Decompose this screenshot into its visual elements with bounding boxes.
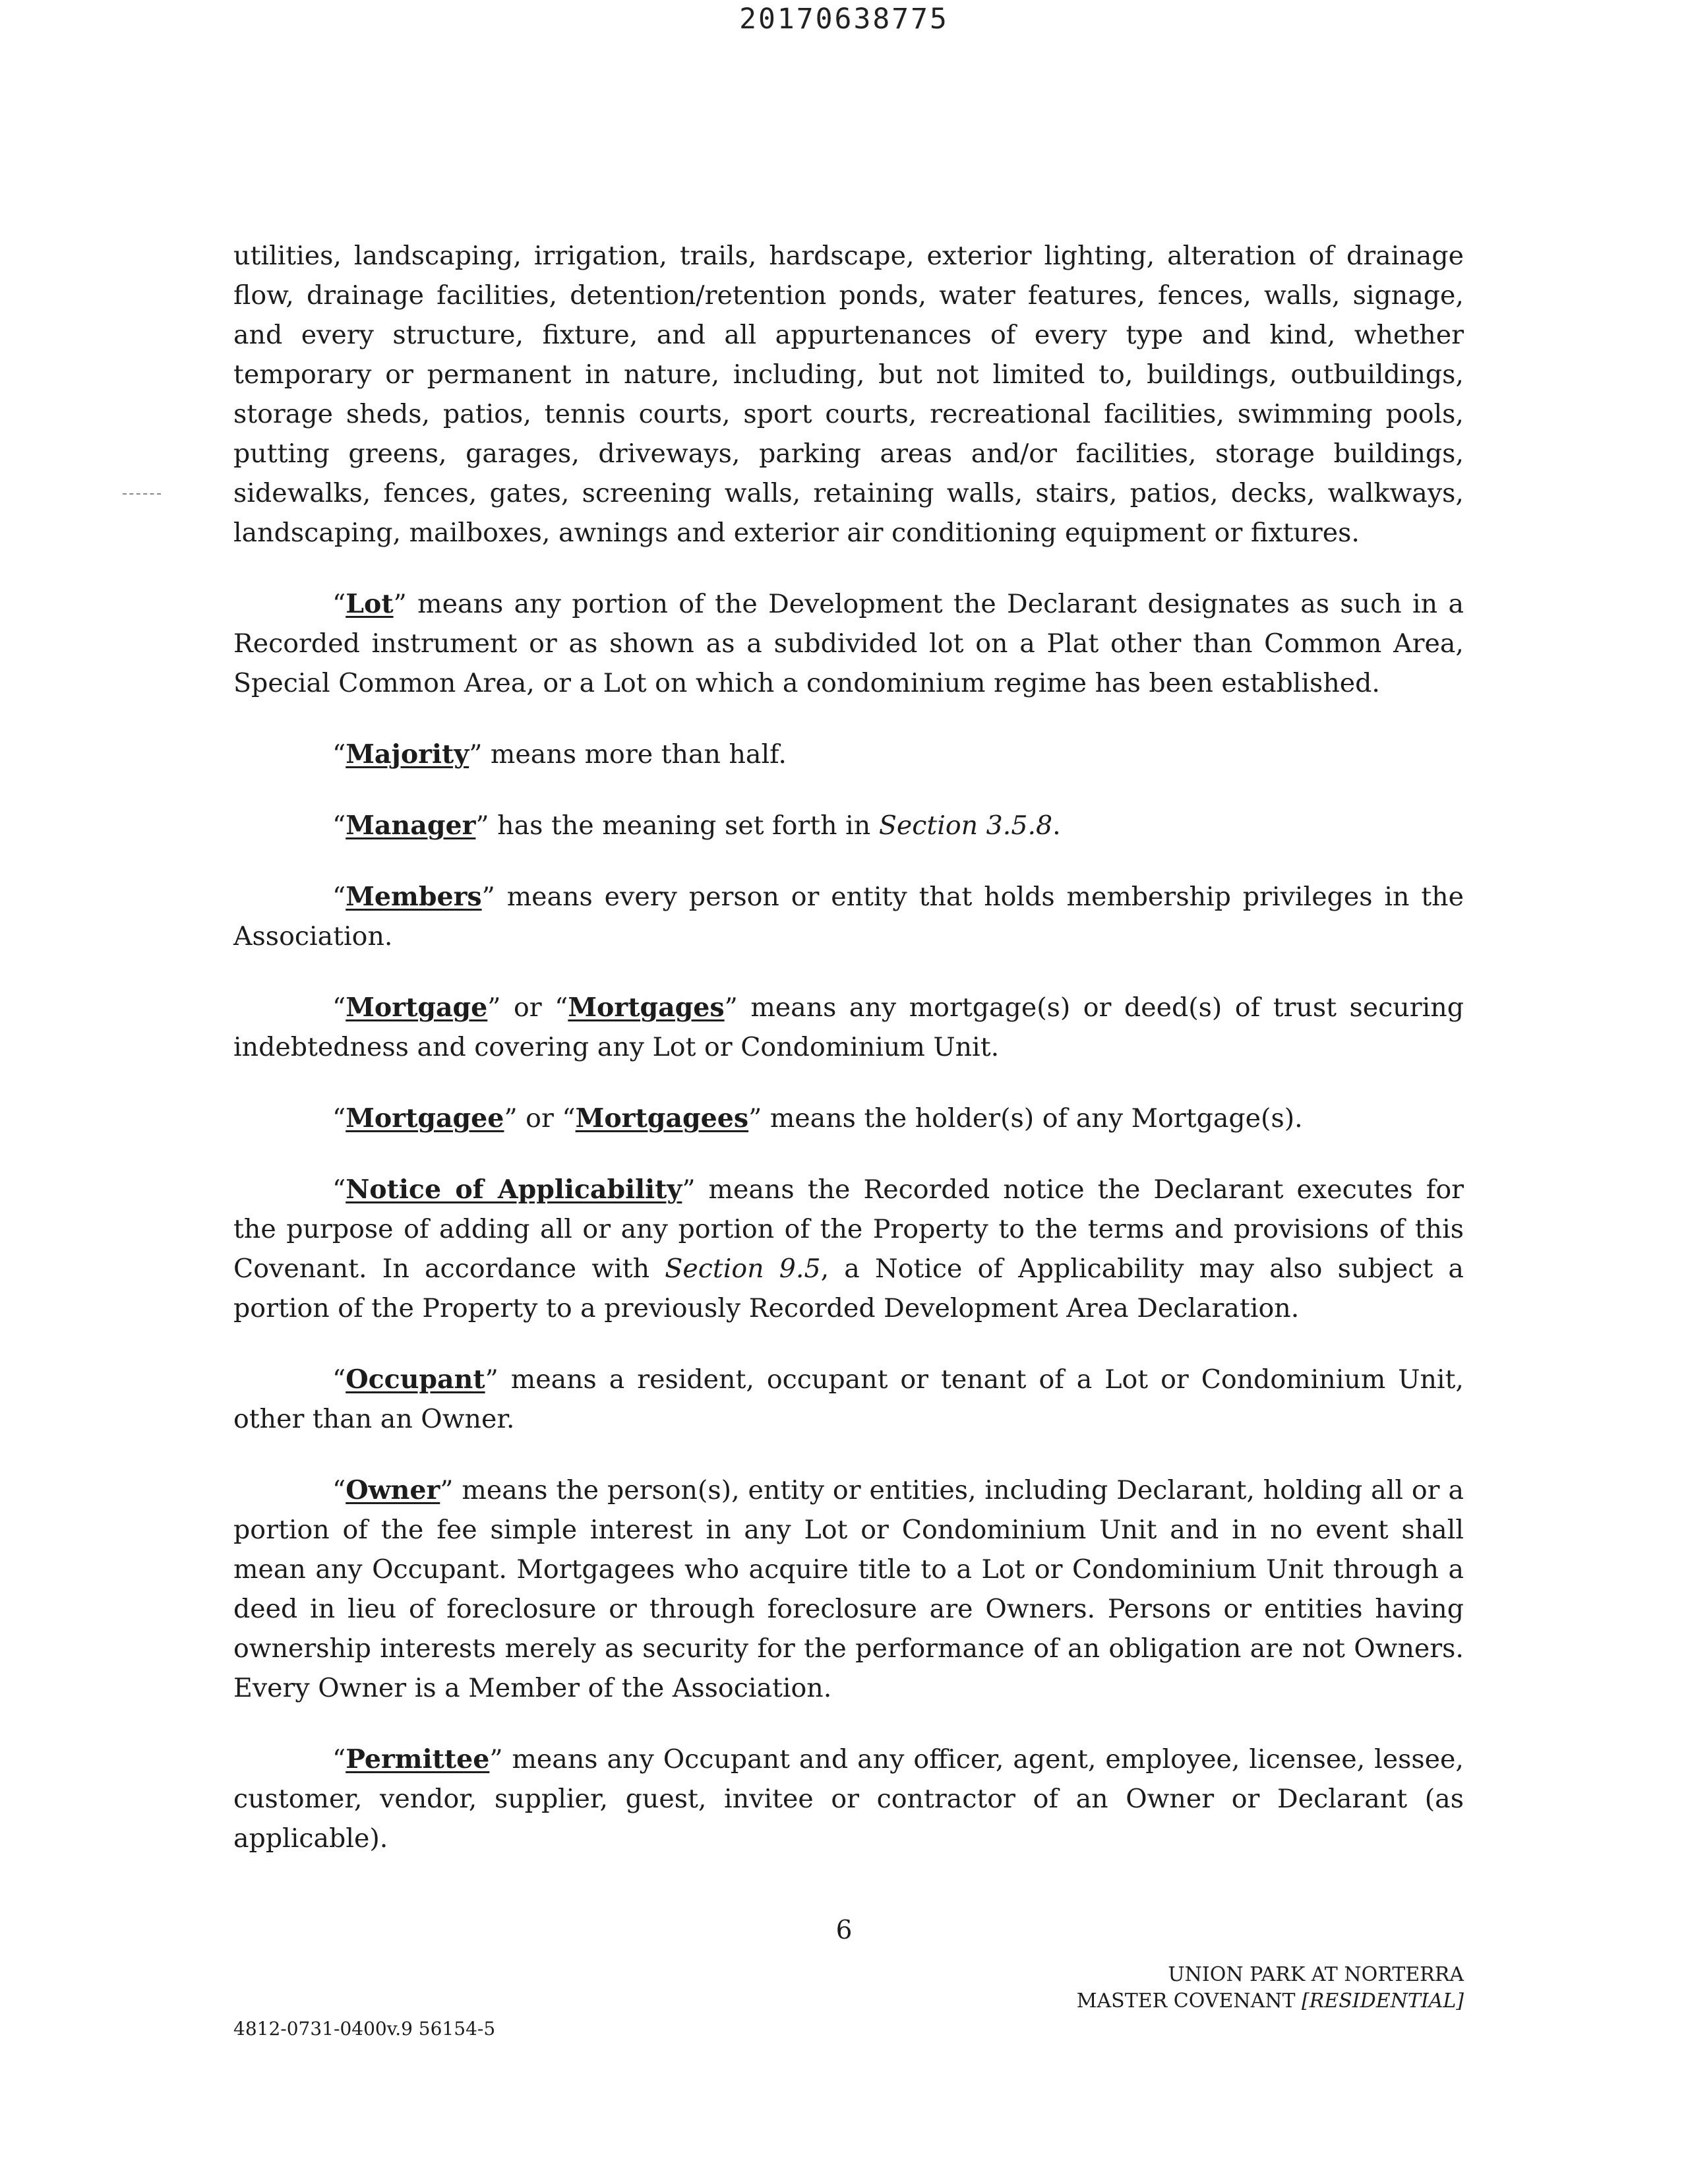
defined-term: Owner (346, 1475, 440, 1505)
footer-covenant-line (1077, 1988, 1464, 2015)
defined-term: Mortgagees (575, 1103, 749, 1134)
paragraph-text: “ (332, 1103, 346, 1134)
paragraph (233, 806, 1464, 845)
paragraph-text: ” or “ (487, 992, 568, 1023)
defined-term: Manager (346, 810, 476, 841)
footer-covenant-qualifier: [RESIDENTIAL] (1302, 1989, 1464, 2013)
paragraph-text: . (1052, 810, 1061, 841)
paragraph (233, 584, 1464, 703)
defined-term: Members (346, 882, 482, 912)
defined-term: Mortgages (568, 992, 725, 1023)
footer-document-id: 4812-0731-0400v.9 56154-5 (233, 2018, 496, 2040)
paragraph-text: ” means any Occupant and any officer, agent, employee, licensee, lessee, customer, vendor, supplier, guest, invitee or contractor of an Owner or Declarant (as applicable). (233, 1744, 1464, 1854)
paragraph-text: ” means a resident, occupant or tenant of a Lot or Condominium Unit, other than an Owner. (233, 1364, 1464, 1434)
paragraph-text: ” means the Recorded notice the Declarant executes for the purpose of adding all or any portion of the Property to the terms and provisions of this Covenant. In accordance with (233, 1174, 1464, 1284)
paragraph-text: ” has the meaning set forth in (475, 810, 879, 841)
paragraph (233, 1099, 1464, 1138)
paragraph-text: ” means more than half. (469, 739, 787, 770)
paragraph-text: , a Notice of Applicability may also subject a portion of the Property to a previously Recorded Development Area Declaration. (233, 1254, 1464, 1323)
footer-document-title (1077, 1962, 1464, 2015)
paragraph-text: “ (332, 992, 346, 1023)
paragraph-text: “ (332, 1174, 346, 1205)
defined-term: Mortgagee (346, 1103, 504, 1134)
footer-project-line: UNION PARK AT NORTERRA (1168, 1963, 1464, 1986)
paragraph (233, 1360, 1464, 1439)
paragraph-text: “ (332, 810, 346, 841)
section-reference: Section 3.5.8 (878, 810, 1053, 841)
paragraph-text: ” means the person(s), entity or entities, including Declarant, holding all or a portion of the fee simple interest in any Lot or Condominium Unit and in no event shall mean any Occupant. Mortgagees who acquire title to a Lot or Condominium Unit through a deed in lieu of foreclosure or through foreclosure are Owners. Persons or entities having ownership interests merely as security for the performance of an obligation are not Owners. Every Owner is a Member of the Association. (233, 1475, 1464, 1703)
paragraph (233, 988, 1464, 1067)
paragraph (233, 1471, 1464, 1708)
paragraph-text: “ (332, 589, 346, 619)
paragraph-text: “ (332, 739, 346, 770)
document-body (233, 236, 1464, 1890)
paragraph-text: ” means any mortgage(s) or deed(s) of trust securing indebtedness and covering any Lot or Condominium Unit. (233, 992, 1464, 1062)
page-number: 6 (835, 1916, 853, 1945)
defined-term: Notice of Applicability (346, 1174, 682, 1205)
footer-covenant-name: MASTER COVENANT (1076, 1989, 1296, 2013)
paragraph-text: “ (332, 1475, 346, 1505)
paragraph-text: ” means any portion of the Development the Declarant designates as such in a Recorded instrument or as shown as a subdivided lot on a Plat other than Common Area, Special Common Area, or a Lot on which a condominium regime has been established. (233, 589, 1464, 698)
paragraph-text: utilities, landscaping, irrigation, trails, hardscape, exterior lighting, alteration of drainage flow, drainage facilities, detention/retention ponds, water features, fences, walls, signage, and every structure, fixture, and all appurtenances of every type and kind, whether temporary or permanent in nature, including, but not limited to, buildings, outbuildings, storage sheds, patios, tennis courts, sport courts, recreational facilities, swimming pools, putting greens, garages, driveways, parking areas and/or facilities, storage buildings, sidewalks, fences, gates, screening walls, retaining walls, stairs, patios, decks, walkways, landscaping, mailboxes, awnings and exterior air conditioning equipment or fixtures. (233, 241, 1464, 548)
paragraph-text: “ (332, 1364, 346, 1395)
defined-term: Permittee (346, 1744, 490, 1774)
paragraph (233, 236, 1464, 553)
margin-mark (123, 493, 161, 495)
paragraph-text: “ (332, 1744, 346, 1774)
paragraph-text: ” means every person or entity that holds membership privileges in the Association. (233, 882, 1464, 952)
defined-term: Mortgage (346, 992, 488, 1023)
defined-term: Lot (346, 589, 394, 619)
paragraph-text: “ (332, 882, 346, 912)
paragraph-text: ” means the holder(s) of any Mortgage(s). (748, 1103, 1303, 1134)
paragraph (233, 1740, 1464, 1858)
paragraph (233, 877, 1464, 956)
defined-term: Occupant (346, 1364, 485, 1395)
paragraph-text: ” or “ (504, 1103, 576, 1134)
section-reference: Section 9.5 (665, 1254, 821, 1284)
defined-term: Majority (346, 739, 469, 770)
recording-number: 20170638775 (739, 3, 949, 36)
paragraph (233, 1170, 1464, 1328)
paragraph (233, 735, 1464, 774)
